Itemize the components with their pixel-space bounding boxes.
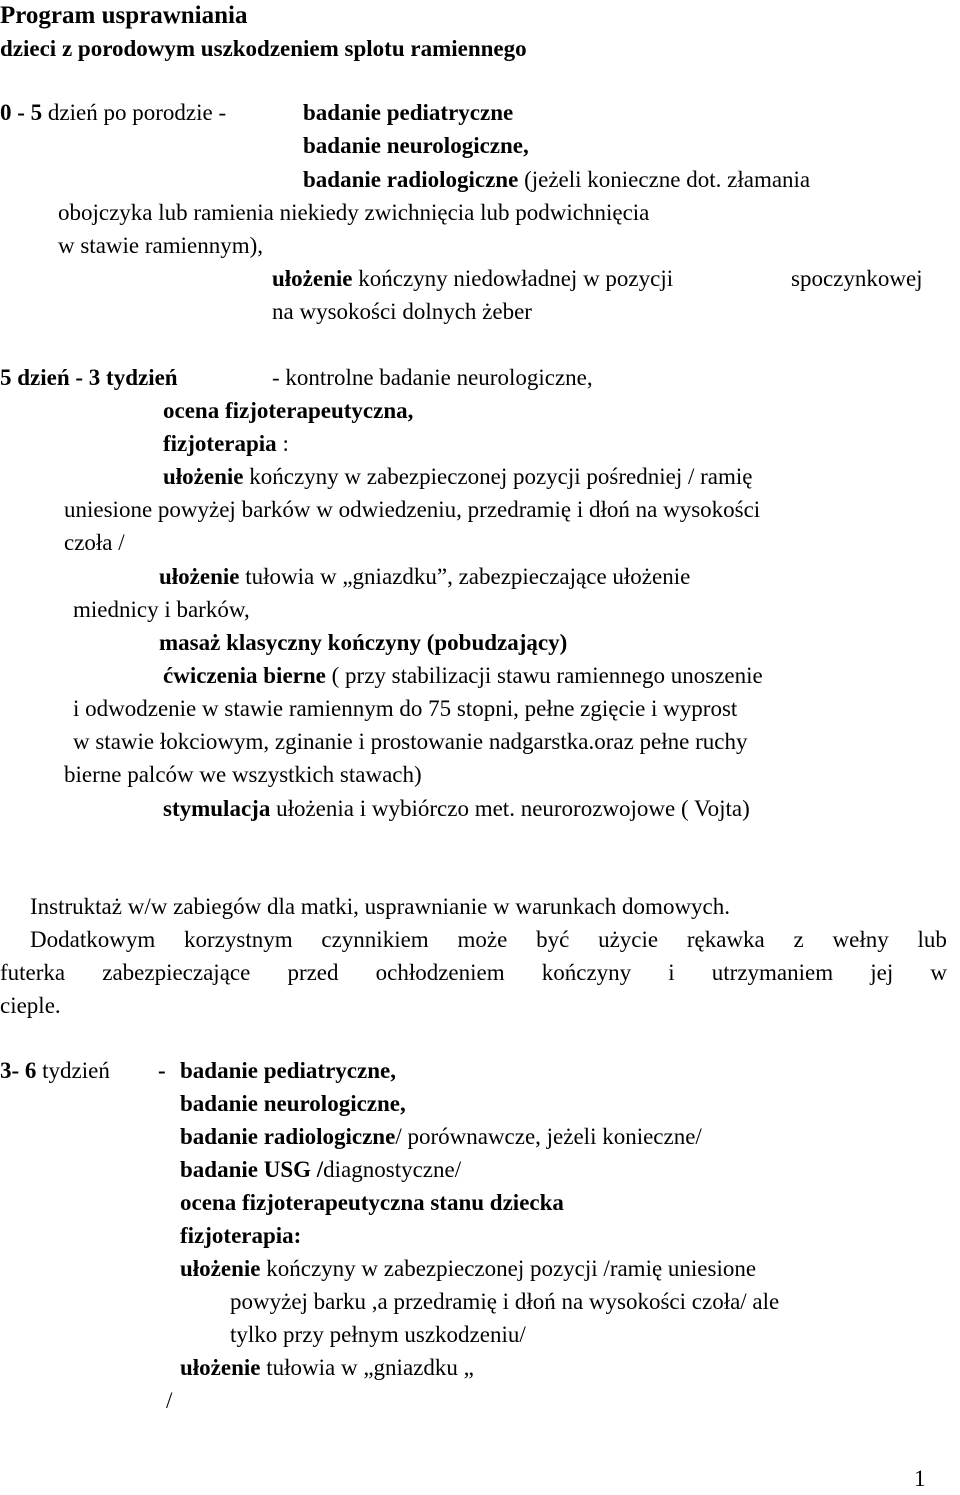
- paragraph-word: zabezpieczające: [102, 960, 251, 985]
- paragraph-word: jej: [870, 960, 894, 985]
- paragraph-justified-line: [0, 928, 947, 951]
- paragraph-word: lub: [917, 927, 947, 952]
- section3-radiology-bold: badanie radiologiczne: [180, 1124, 396, 1149]
- paragraph-word: utrzymaniem: [711, 960, 834, 985]
- paragraph-word: z: [793, 927, 804, 952]
- section3-usg-rest: diagnostyczne/: [323, 1157, 462, 1182]
- section3-item-assessment: ocena fizjoterapeutyczna stanu dziecka: [180, 1190, 564, 1215]
- section3-usg-bold: badanie USG /: [180, 1157, 324, 1182]
- section2-exercises-bold: ćwiczenia bierne: [163, 663, 326, 688]
- section3-line: powyżej barku ,a przedramię i dłoń na wysokości czoła/ ale: [230, 1289, 780, 1314]
- paragraph-word: futerka: [0, 960, 66, 985]
- section2-item-massage: masaż klasyczny kończyny (pobudzający): [159, 630, 568, 655]
- section2-item-limb-positioning: [163, 465, 752, 488]
- section3-item-limb-positioning: [180, 1257, 756, 1280]
- section3-item-pediatric: badanie pediatryczne,: [180, 1058, 396, 1083]
- section3-trunk-rest: tułowia w „gniazdku „: [260, 1355, 474, 1380]
- paragraph-word: rękawka: [686, 927, 765, 952]
- paragraph-word: Dodatkowym: [30, 927, 156, 952]
- section2-line: uniesione powyżej barków w odwiedzeniu, przedramię i dłoń na wysokości: [64, 497, 761, 522]
- section2-trunk-rest: tułowia w „gniazdku”, zabezpieczające ułożenie: [239, 564, 691, 589]
- section2-stimulation-bold: stymulacja: [163, 796, 271, 821]
- section2-line: i odwodzenie w stawie ramiennym do 75 stopni, pełne zgięcie i wyprost: [73, 696, 738, 721]
- section3-period-weeks: 3- 6: [0, 1058, 37, 1083]
- section2-line: bierne palców we wszystkich stawach): [64, 762, 422, 787]
- section3-line: tylko przy pełnym uszkodzeniu/: [230, 1322, 526, 1347]
- section2-line: miednicy i barków,: [73, 597, 250, 622]
- section2-line: czoła /: [64, 530, 125, 555]
- section2-item-physio: [163, 432, 289, 455]
- section1-period-days: 0 - 5: [0, 100, 43, 125]
- paragraph-word: może: [457, 927, 508, 952]
- section3-radiology-rest: / porównawcze, jeżeli konieczne/: [395, 1124, 702, 1149]
- section2-item-passive-exercises: [163, 664, 763, 687]
- paragraph-word: w: [930, 960, 947, 985]
- section2-stimulation-rest: ułożenia i wybiórczo met. neurorozwojowe ( Vojta): [270, 796, 750, 821]
- paragraph-word: być: [536, 927, 570, 952]
- section2-line: w stawie łokciowym, zginanie i prostowanie nadgarstka.oraz pełne ruchy: [73, 729, 748, 754]
- section1-item-radiology: [303, 168, 810, 191]
- section3-trunk-bold: ułożenie: [180, 1355, 261, 1380]
- section1-positioning-rest: kończyny niedowładnej w pozycji: [352, 266, 674, 291]
- section2-item-neuro: - kontrolne badanie neurologiczne,: [272, 365, 593, 390]
- section1-period-rest: dzień po porodzie -: [42, 100, 227, 125]
- section3-period-rest: tydzień: [36, 1058, 110, 1083]
- section1-item-pediatric: badanie pediatryczne: [303, 100, 514, 125]
- section2-limb-rest: kończyny w zabezpieczonej pozycji pośredniej / ramię: [243, 464, 753, 489]
- section1-radiology-rest: (jeżeli konieczne dot. złamania: [518, 167, 811, 192]
- paragraph-justified-line: [0, 961, 947, 984]
- section3-dash: -: [158, 1058, 166, 1083]
- section1-positioning-end: spoczynkowej: [791, 266, 923, 291]
- section2-exercises-rest: ( przy stabilizacji stawu ramiennego unoszenie: [325, 663, 763, 688]
- document-subtitle: dzieci z porodowym uszkodzeniem splotu ramiennego: [0, 36, 527, 61]
- paragraph-word: wełny: [832, 927, 889, 952]
- section3-limb-rest: kończyny w zabezpieczonej pozycji /ramię uniesione: [260, 1256, 757, 1281]
- section2-item-assessment: ocena fizjoterapeutyczna,: [163, 398, 414, 423]
- document-title: Program usprawniania: [0, 2, 248, 29]
- section2-physio-rest: :: [276, 431, 289, 456]
- paragraph-line: Instruktaż w/w zabiegów dla matki, usprawnianie w warunkach domowych.: [30, 894, 731, 919]
- section1-item-positioning: [272, 267, 673, 290]
- section2-period: 5 dzień - 3 tydzień: [0, 365, 178, 390]
- paragraph-word: korzystnym: [184, 927, 293, 952]
- section3-item-radiology: [180, 1125, 702, 1148]
- section1-item-neuro: badanie neurologiczne,: [303, 133, 529, 158]
- paragraph-word: czynnikiem: [321, 927, 429, 952]
- section1-line: w stawie ramiennym),: [58, 233, 264, 258]
- section2-trunk-bold: ułożenie: [159, 564, 240, 589]
- paragraph-word: i: [668, 960, 675, 985]
- section3-limb-bold: ułożenie: [180, 1256, 261, 1281]
- section1-line: na wysokości dolnych żeber: [272, 299, 532, 324]
- section1-radiology-bold: badanie radiologiczne: [303, 167, 519, 192]
- section3-line: /: [166, 1388, 173, 1413]
- section3-item-neuro: badanie neurologiczne,: [180, 1091, 406, 1116]
- paragraph-word: przed: [287, 960, 339, 985]
- section2-item-stimulation: [163, 797, 750, 820]
- section3-item-usg: [180, 1158, 461, 1181]
- section1-positioning-bold: ułożenie: [272, 266, 353, 291]
- section2-item-trunk-positioning: [159, 565, 690, 588]
- section3-item-trunk-positioning: [180, 1356, 474, 1379]
- section2-physio-bold: fizjoterapia: [163, 431, 277, 456]
- page-number: 1: [914, 1466, 926, 1491]
- paragraph-word: użycie: [598, 927, 659, 952]
- section2-limb-bold: ułożenie: [163, 464, 244, 489]
- section3-period: [0, 1059, 110, 1082]
- paragraph-line: cieple.: [0, 993, 61, 1018]
- section1-line: obojczyka lub ramienia niekiedy zwichnięcia lub podwichnięcia: [58, 200, 650, 225]
- paragraph-word: kończyny: [541, 960, 632, 985]
- section1-period: [0, 101, 226, 124]
- paragraph-word: ochłodzeniem: [375, 960, 505, 985]
- section3-item-physio: fizjoterapia:: [180, 1223, 302, 1248]
